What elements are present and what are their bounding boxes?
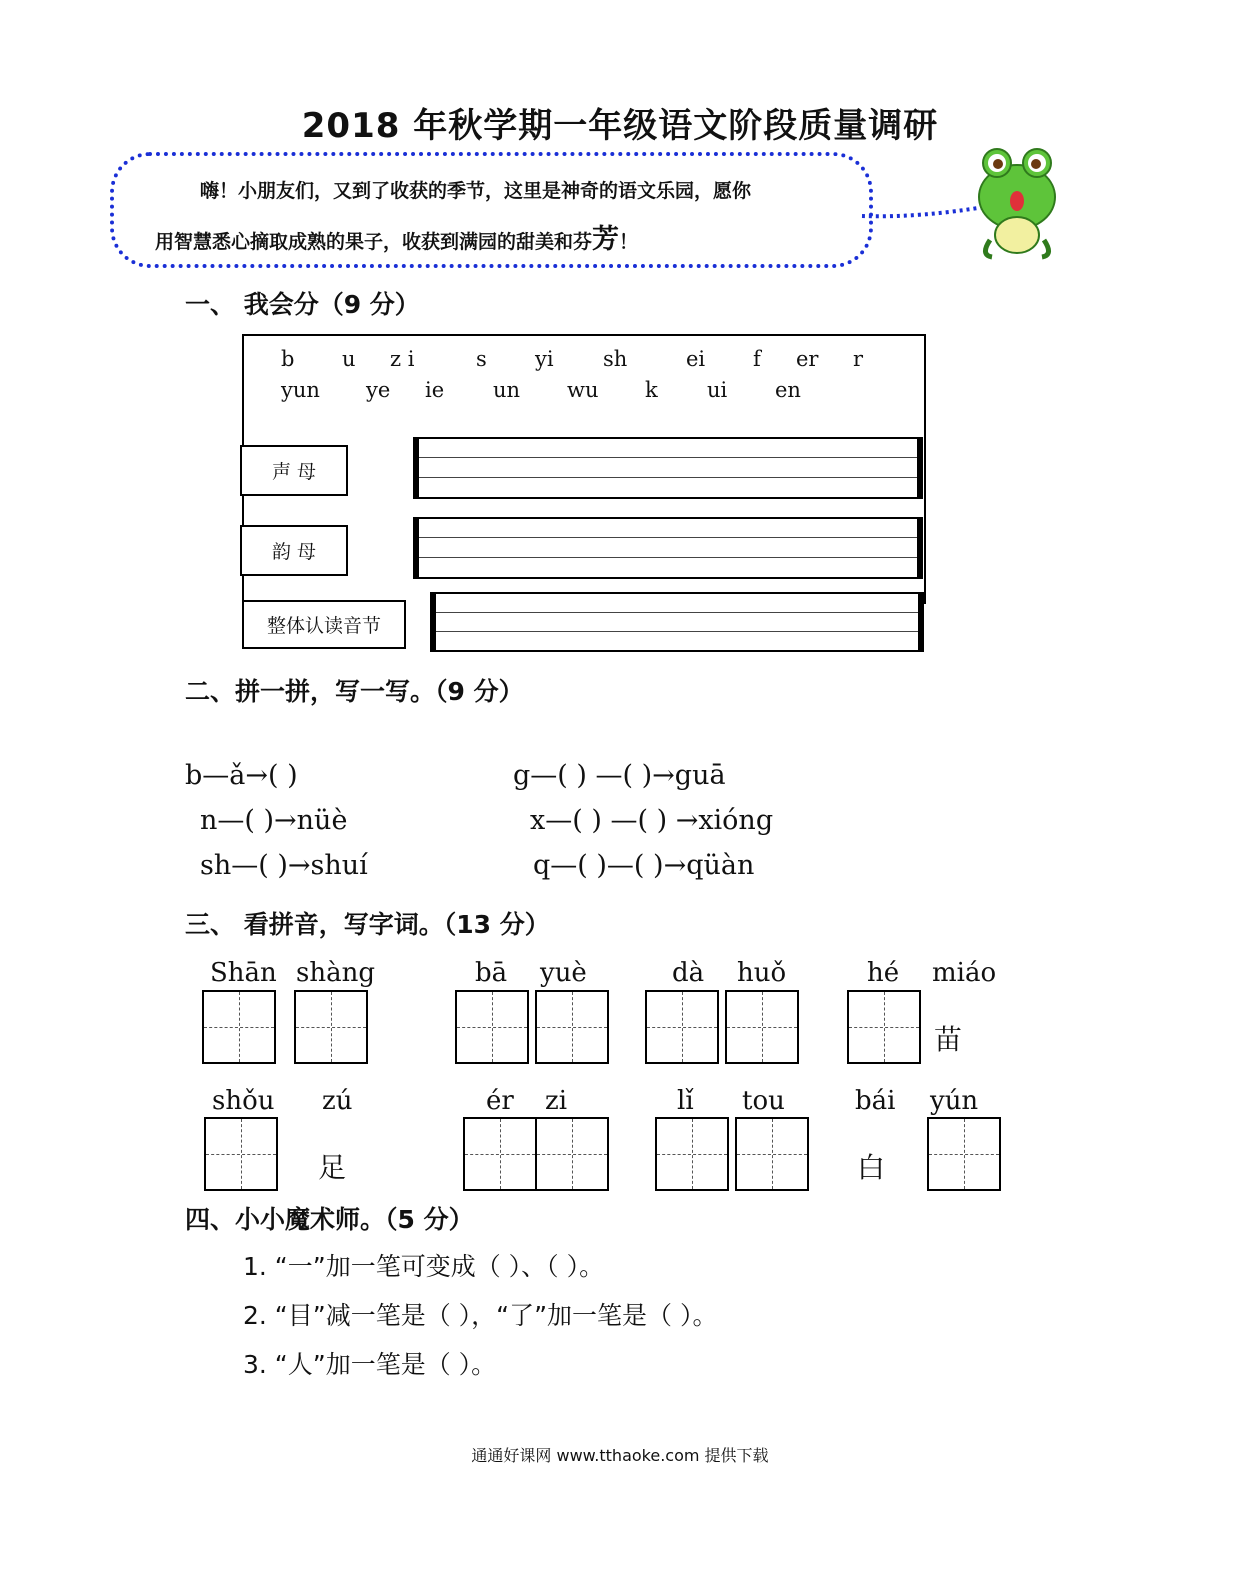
page-title: 2018 年秋学期一年级语文阶段质量调研 [301,106,939,146]
pinyin-item: yun [281,378,320,402]
intro-line-2-end: ！ [619,231,639,253]
writing-line [419,537,917,538]
pinyin-label: Shān [210,958,277,988]
label-yunmu-text: 韵 母 [271,541,317,563]
pinyin-item: ui [707,378,728,402]
pinyin-item: k [645,378,658,402]
pinyin-item: en [775,378,801,402]
writing-line [419,457,917,458]
spell-item: g—( ) —( )→guā [513,760,726,791]
tianzige-box[interactable] [655,1117,729,1191]
tianzige-box[interactable] [204,1117,278,1191]
intro-line-2-big: 芳 [592,224,620,255]
pinyin-item: f [753,347,761,371]
pinyin-label: yuè [540,958,587,988]
pinyin-label: shàng [296,958,375,988]
pinyin-label: zú [322,1086,353,1116]
footer-source: 通通好课网 www.tthaoke.com 提供下载 [471,1446,769,1465]
pinyin-item: ie [425,378,445,402]
pinyin-item: s [476,347,487,371]
writing-line [419,477,917,478]
answer-lines-shengmu[interactable] [413,437,923,499]
tianzige-box[interactable] [535,990,609,1064]
spell-item: x—( ) —( ) →xióng [530,805,774,836]
pinyin-label: yún [930,1086,979,1116]
intro-line-2 [155,217,638,256]
writing-line [436,612,918,613]
tianzige-box[interactable] [455,990,529,1064]
spell-item: b—ǎ→( ) [185,760,298,791]
tianzige-box[interactable] [735,1117,809,1191]
pinyin-item: yi [535,347,554,371]
pinyin-item: er [796,347,819,371]
magic-item: 2. “目”减一笔是（ ），“了”加一笔是（ ）。 [243,1301,718,1330]
frog-icon [970,145,1065,265]
pinyin-item: wu [567,378,599,402]
tianzige-box[interactable] [645,990,719,1064]
given-char: 苗 [934,1023,963,1056]
tianzige-box[interactable] [294,990,368,1064]
magic-item: 1. “一”加一笔可变成（ ）、（ ）。 [243,1252,605,1281]
label-yunmu [240,525,348,576]
pinyin-label: huǒ [737,958,787,988]
pinyin-item: b [281,347,295,371]
pinyin-item: u [342,347,356,371]
tianzige-box[interactable] [463,1117,537,1191]
section2-heading: 二、拼一拼，写一写。（9 分） [185,677,524,706]
writing-line [419,557,917,558]
tianzige-box[interactable] [725,990,799,1064]
pinyin-item: ye [366,378,391,402]
spell-item: q—( )—( )→qüàn [533,850,755,881]
pinyin-label: hé [867,958,900,988]
pinyin-label: miáo [932,958,997,988]
pinyin-label: dà [672,958,705,988]
tianzige-box[interactable] [202,990,276,1064]
answer-lines-yunmu[interactable] [413,517,923,579]
pinyin-item: ei [686,347,706,371]
tianzige-box[interactable] [847,990,921,1064]
pinyin-label: bái [855,1086,896,1116]
answer-lines-zhengti[interactable] [430,592,924,652]
given-char: 足 [318,1151,347,1184]
intro-line-1: 嗨！小朋友们，又到了收获的季节，这里是神奇的语文乐园，愿你 [200,180,752,202]
label-zhengti [242,600,406,649]
section4-heading: 四、小小魔术师。（5 分） [185,1205,474,1234]
writing-line [436,631,918,632]
pinyin-label: tou [742,1086,785,1116]
spell-item: n—( )→nüè [200,805,348,836]
pinyin-label: ér [486,1086,514,1116]
pinyin-item: r [853,347,864,371]
magic-item: 3. “人”加一笔是（ ）。 [243,1350,497,1379]
pinyin-label: shǒu [212,1086,275,1116]
label-zhengti-text: 整体认读音节 [266,615,381,637]
pinyin-item: z i [390,347,415,371]
section1-heading: 一、 我会分（9 分） [185,290,420,319]
label-shengmu [240,445,348,496]
given-char: 白 [857,1151,886,1184]
tianzige-box[interactable] [535,1117,609,1191]
section3-heading: 三、 看拼音，写字词。（13 分） [185,910,550,939]
pinyin-item: sh [603,347,628,371]
pinyin-label: bā [475,958,508,988]
pinyin-label: zi [545,1086,568,1116]
pinyin-item: un [493,378,521,402]
pinyin-label: lǐ [677,1086,694,1116]
intro-line-2-text: 用智慧悉心摘取成熟的果子，收获到满园的甜美和芬 [155,231,593,253]
tianzige-box[interactable] [927,1117,1001,1191]
label-shengmu-text: 声 母 [271,461,317,483]
spell-item: sh—( )→shuí [200,850,368,881]
